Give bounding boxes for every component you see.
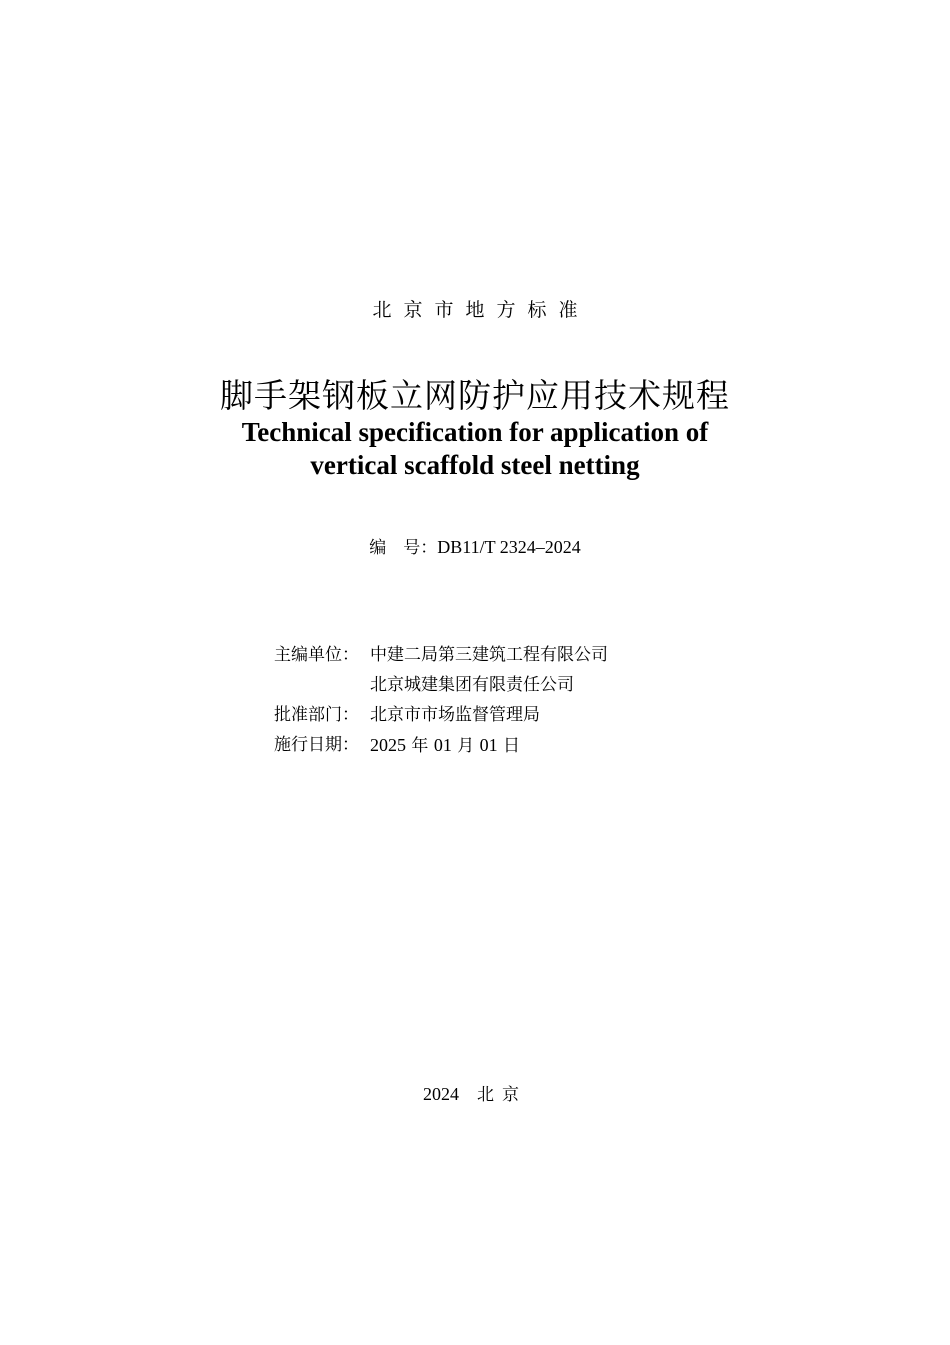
title-english-line-1: Technical specification for application of (241, 417, 709, 447)
editor-unit-2: 北京城建集团有限责任公司 (370, 675, 574, 695)
editor-label-spacer (274, 670, 370, 700)
editor-row (274, 640, 608, 670)
approver-label: 批准部门： (274, 705, 359, 725)
approver-row (274, 700, 608, 730)
title-chinese: 脚手架钢板立网防护应用技术规程 (220, 376, 730, 415)
effective-date-label: 施行日期： (274, 735, 359, 755)
effective-month: 01 (433, 735, 452, 755)
info-block (274, 640, 608, 761)
effective-year: 2025 (370, 735, 406, 755)
publication-year: 2024 (423, 1084, 459, 1104)
effective-day-unit: 日 (497, 736, 521, 756)
effective-year-unit: 年 (406, 736, 434, 756)
effective-day: 01 (479, 735, 498, 755)
standard-type: 北京市地方标准 (372, 299, 590, 321)
title-english-line-2: vertical scaffold steel netting (310, 450, 640, 480)
publication-footer (0, 1080, 950, 1105)
effective-date-value (370, 730, 520, 761)
publication-place: 北京 (477, 1085, 527, 1105)
standard-code (0, 533, 950, 558)
editor-label: 主编单位： (274, 645, 359, 665)
standard-code-value: DB11/T 2324–2024 (437, 537, 581, 557)
standard-code-label: 编 号： (369, 538, 438, 558)
title-english (0, 416, 950, 482)
editor-row-2 (274, 670, 608, 700)
effective-date-row (274, 730, 608, 761)
effective-month-unit: 月 (451, 736, 480, 756)
editor-unit-1: 中建二局第三建筑工程有限公司 (370, 645, 608, 665)
approver-value: 北京市市场监督管理局 (370, 705, 540, 725)
